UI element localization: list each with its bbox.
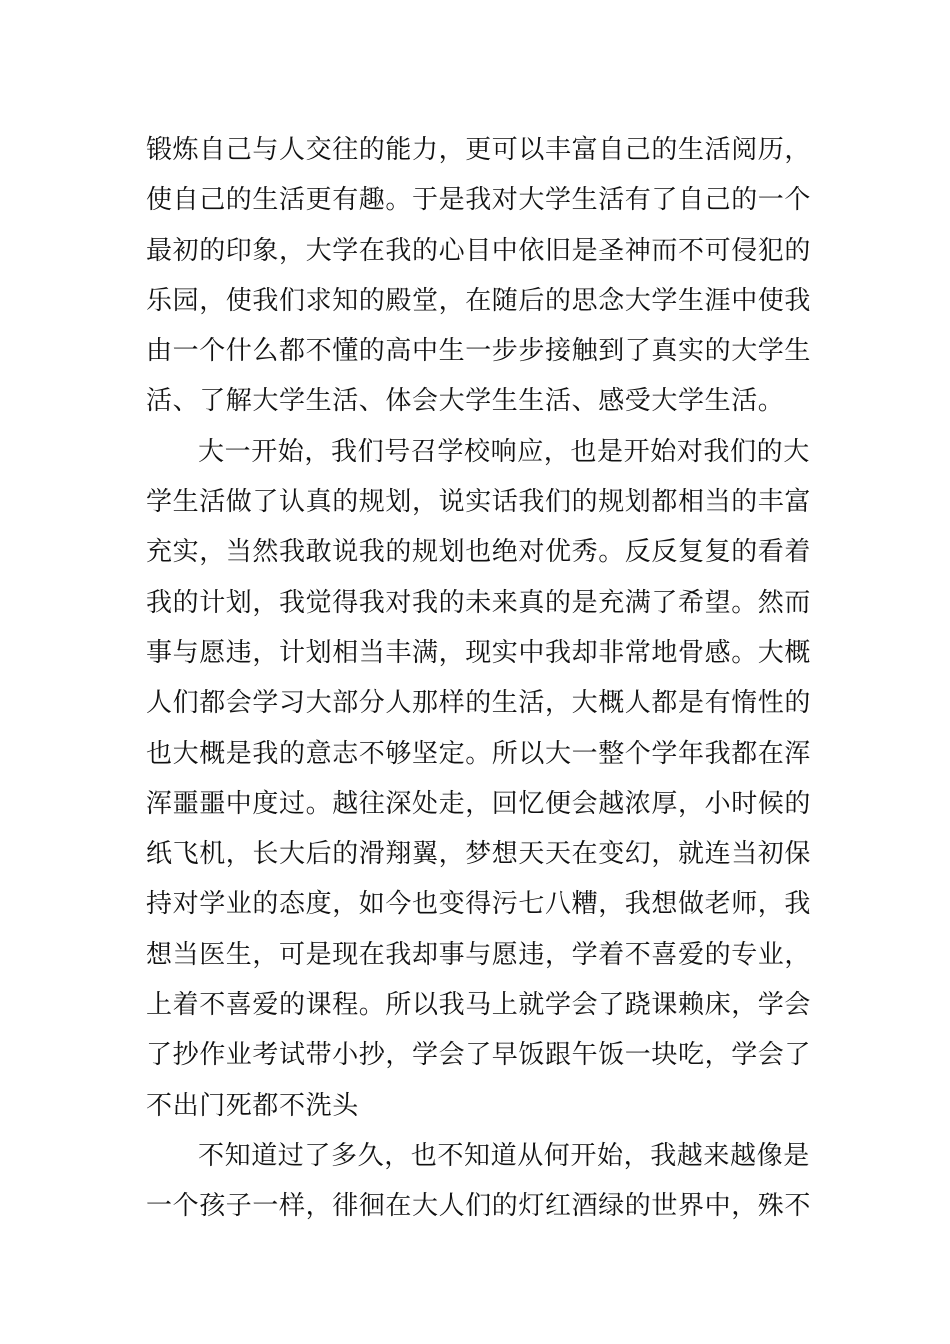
text-line: 充实，当然我敢说我的规划也绝对优秀。反反复复的看着 [146,537,812,568]
text-line: 由一个什么都不懂的高中生一步步接触到了真实的大学生 [146,336,812,367]
text-line: 乐园，使我们求知的殿堂，在随后的思念大学生涯中使我 [146,285,812,316]
text-line: 一个孩子一样，徘徊在大人们的灯红酒绿的世界中，殊不 [146,1191,812,1222]
text-line: 活、了解大学生活、体会大学生生活、感受大学生活。 [146,386,785,417]
text-line: 最初的印象，大学在我的心目中依旧是圣神而不可侵犯的 [146,235,812,266]
text-line: 上着不喜爱的课程。所以我马上就学会了跷课赖床，学会 [146,990,812,1021]
text-line: 也大概是我的意志不够坚定。所以大一整个学年我都在浑 [146,738,812,769]
text-line: 使自己的生活更有趣。于是我对大学生活有了自己的一个 [146,185,812,216]
body-text [146,125,816,1232]
text-line: 人们都会学习大部分人那样的生活，大概人都是有惰性的 [146,688,812,719]
paragraph-first-line: 不知道过了多久，也不知道从何开始，我越来越像是 [198,1140,810,1171]
text-line: 了抄作业考试带小抄，学会了早饭跟午饭一块吃，学会了 [146,1040,812,1071]
text-line: 学生活做了认真的规划，说实话我们的规划都相当的丰富 [146,487,812,518]
text-line: 我的计划，我觉得我对我的未来真的是充满了希望。然而 [146,587,812,618]
text-line: 持对学业的态度，如今也变得污七八糟，我想做老师，我 [146,889,812,920]
text-line: 事与愿违，计划相当丰满，现实中我却非常地骨感。大概 [146,637,812,668]
text-line: 想当医生，可是现在我却事与愿违，学着不喜爱的专业， [146,939,812,970]
text-line: 纸飞机，长大后的滑翔翼，梦想天天在变幻，就连当初保 [146,839,812,870]
text-line: 不出门死都不洗头 [146,1090,359,1121]
text-line: 锻炼自己与人交往的能力，更可以丰富自己的生活阅历， [146,135,812,165]
text-line: 浑噩噩中度过。越往深处走，回忆便会越浓厚，小时候的 [146,788,812,819]
paragraph-first-line: 大一开始，我们号召学校响应，也是开始对我们的大 [198,436,810,467]
